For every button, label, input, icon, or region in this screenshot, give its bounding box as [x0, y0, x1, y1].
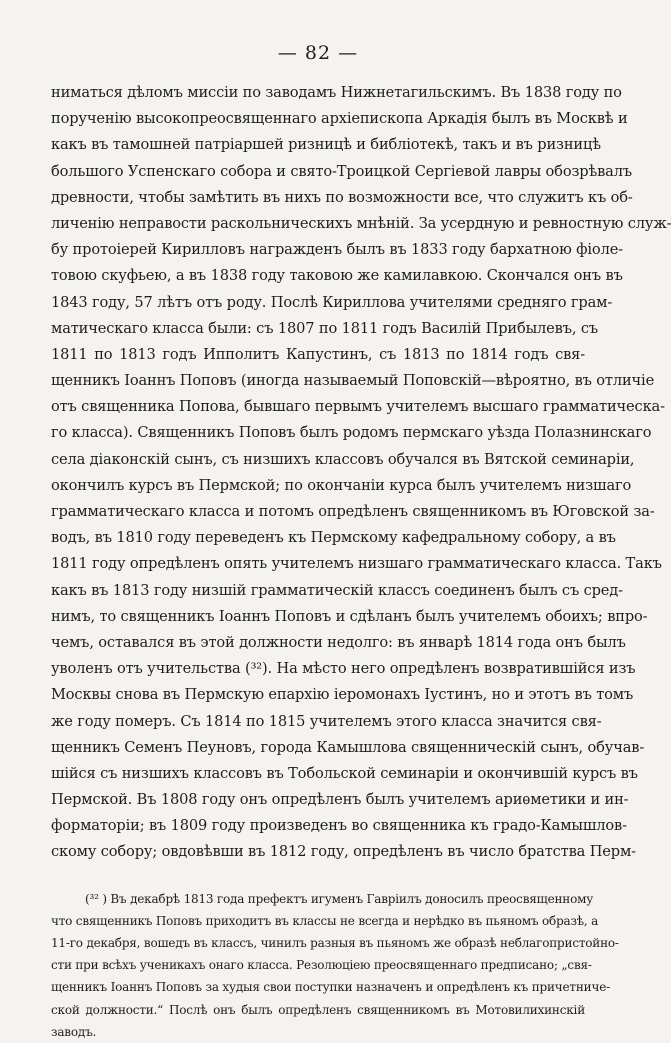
text-line: нимъ, то священникъ Іоаннъ Поповъ и сдѣланъ былъ учителемъ обоихъ; впро- — [51, 607, 648, 625]
text-line: скому собору; овдовѣвши въ 1812 году, опредѣленъ въ число братства Перм- — [51, 843, 636, 861]
text-line: матическаго класса были: съ 1807 по 1811 годъ Василій Прибылевъ, съ — [51, 319, 599, 337]
text-line: бу протоіерей Кирилловъ награжденъ былъ въ 1833 году бархатною фіоле- — [51, 241, 623, 259]
text-line: 1811 по 1813 годъ Ипполитъ Капустинъ, съ 1813 по 1814 годъ свя- — [51, 345, 585, 363]
text-line: форматоріи; въ 1809 году произведенъ во священника къ градо-Камышлов- — [51, 817, 627, 835]
footnote-line: ской должности.“ Послѣ онъ былъ опредѣленъ священникомъ въ Мотовилихинскій — [51, 1002, 585, 1017]
text-line: же году померъ. Съ 1814 по 1815 учителемъ этого класса значится свя- — [51, 712, 602, 730]
text-line: водъ, въ 1810 году переведенъ къ Пермскому кафедральному собору, а въ — [51, 529, 616, 547]
text-line: древности, чтобы замѣтить въ нихъ по возможности все, что служитъ къ об- — [51, 188, 633, 206]
text-line: Москвы снова въ Пермскую епархію іеромонахъ Іустинъ, но и этотъ въ томъ — [51, 686, 634, 704]
footnote-line: щенникъ Іоаннъ Поповъ за худыя свои поступки назначенъ и опредѣленъ къ причетниче- — [51, 980, 610, 995]
text-line: большого Успенскаго собора и свято-Троицкой Сергіевой лавры обозрѣвалъ — [51, 162, 632, 180]
text-line: щенникъ Семенъ Пеуновъ, города Камышлова священническій сынъ, обучав- — [51, 738, 645, 756]
text-line: отъ священника Попова, бывшаго первымъ учителемъ высшаго грамматическа- — [51, 398, 665, 416]
footnote-line: заводъ. — [51, 1024, 97, 1039]
text-line: шійся съ низшихъ классовъ въ Тобольской семинаріи и окончившій курсъ въ — [51, 764, 638, 782]
footnote-block — [51, 888, 619, 1043]
text-line: товою скуфьею, а въ 1838 году таковою же камилавкою. Скончался онъ въ — [51, 267, 623, 285]
main-text — [51, 80, 671, 866]
text-line: го класса). Священникъ Поповъ былъ родомъ пермскаго уѣзда Полазнинскаго — [51, 424, 652, 442]
text-line: 1843 году, 57 лѣтъ отъ роду. Послѣ Кириллова учителями средняго грам- — [51, 293, 613, 311]
text-line: порученію высокопреосвященнаго архіепископа Аркадія былъ въ Москвѣ и — [51, 110, 628, 128]
footnote-line: сти при всѣхъ ученикахъ онаго класса. Резолюціею преосвященнаго предписано; „свя- — [51, 958, 592, 973]
text-line: чемъ, оставался въ этой должности недолго: въ январѣ 1814 года онъ былъ — [51, 633, 626, 651]
text-line: Пермской. Въ 1808 году онъ опредѣленъ былъ учителемъ ариѳметики и ин- — [51, 791, 629, 809]
text-line: какъ въ 1813 году низшій грамматическій классъ соединенъ былъ съ сред- — [51, 581, 623, 599]
text-line: ниматься дѣломъ миссіи по заводамъ Нижнетагильскимъ. Въ 1838 году по — [51, 84, 622, 101]
footnote-line: 11-го декабря, вошедъ въ классъ, чинилъ разныя въ пьяномъ же образѣ неблагопристойно- — [51, 936, 619, 950]
text-line: 1811 году опредѣленъ опять учителемъ низшаго грамматическаго класса. Такъ — [51, 555, 662, 573]
text-line: грамматическаго класса и потомъ опредѣленъ священникомъ въ Юговской за- — [51, 503, 655, 520]
footnote-line: (³² ) Въ декабрѣ 1813 года префектъ игуменъ Гавріилъ доносилъ преосвященному — [85, 891, 594, 906]
text-line: личенію неправости раскольническихъ мнѣній. За усердную и ревностную служ- — [51, 214, 671, 232]
text-line: щенникъ Іоаннъ Поповъ (иногда называемый Поповскій—вѣроятно, въ отличіе — [51, 372, 655, 390]
text-line: какъ въ тамошней патріаршей ризницѣ и библіотекѣ, такъ и въ ризницѣ — [51, 136, 601, 154]
text-line: окончилъ курсъ въ Пермской; по окончаніи курса былъ учителемъ низшаго — [51, 476, 632, 494]
text-line: уволенъ отъ учительства (³²). На мѣсто него опредѣленъ возвратившійся изъ — [51, 660, 636, 678]
page-number: — 82 — — [277, 42, 359, 64]
text-line: села діаконскій сынъ, съ низшихъ классовъ обучался въ Вятской семинаріи, — [51, 450, 635, 468]
footnote-line: что священникъ Поповъ приходитъ въ классы не всегда и нерѣдко въ пьяномъ образѣ, а — [51, 913, 599, 928]
